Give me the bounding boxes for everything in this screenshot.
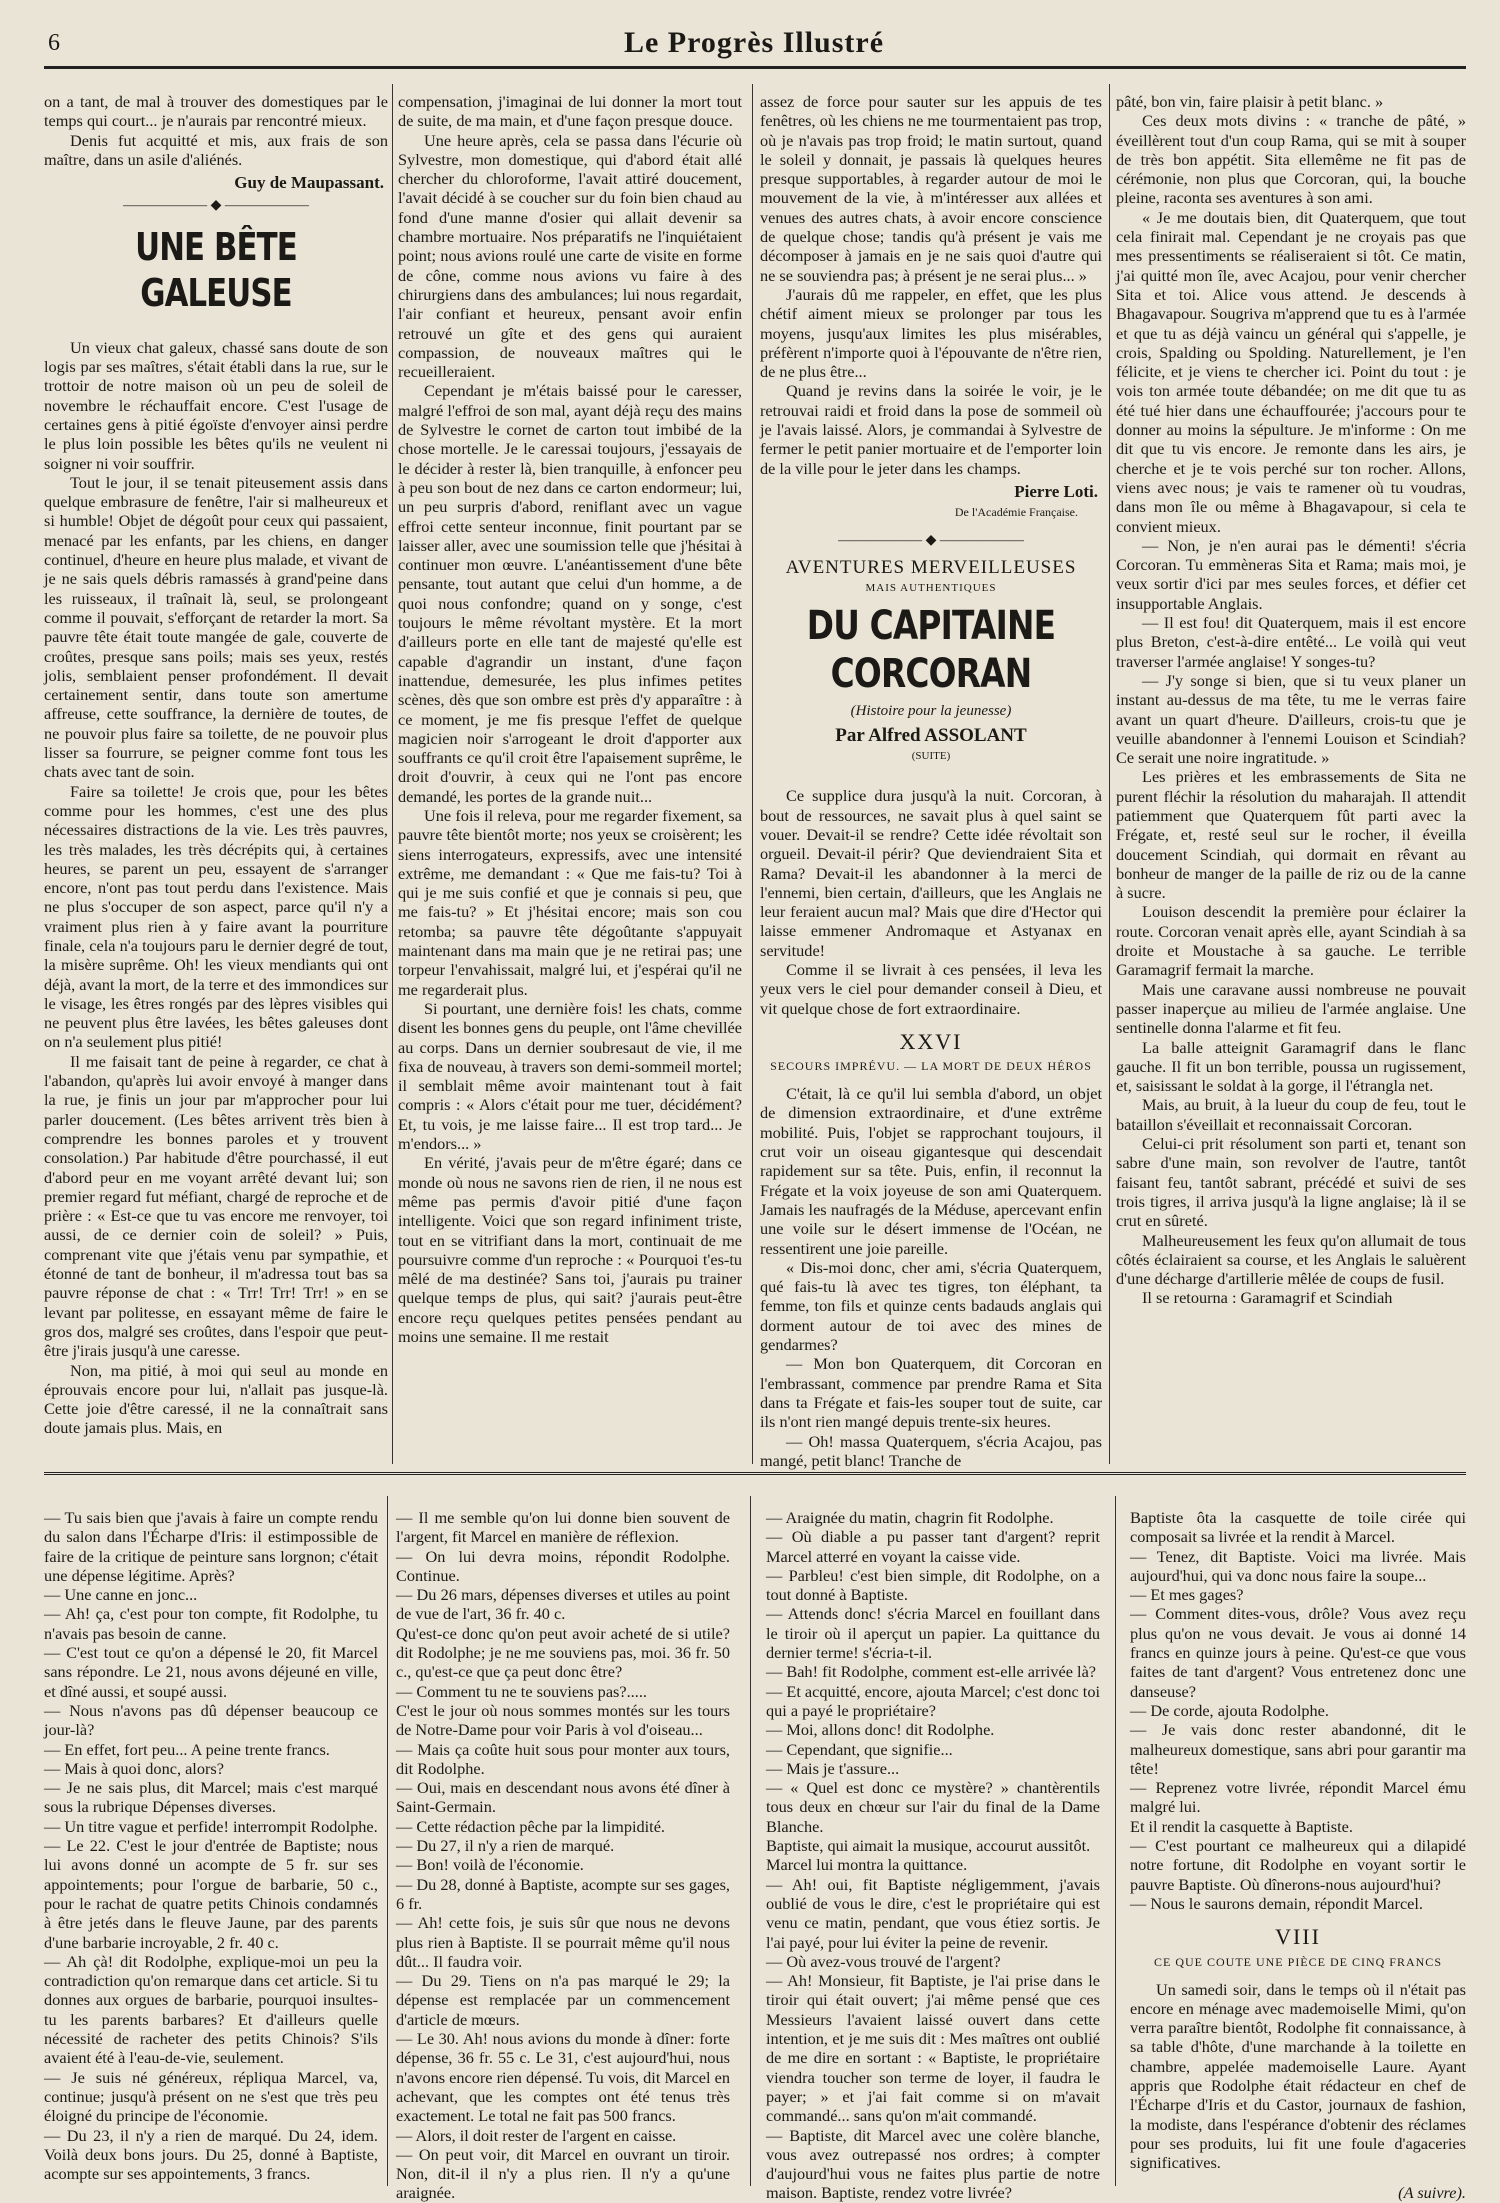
article-paragraph: Un vieux chat galeux, chassé sans doute de son logis par ses maîtres, s'était établi dans la rue, sur le trottoir de notre maison où un peu de soleil de novembre le réchauffait encore. C'est l'usage de certaines gens à pitié égoïste d'envoyer ainsi perdre le plus loin possible les bêtes qu'ils ne veulent ni soigner ni voir souffrir.	[44, 337, 388, 473]
header-rule	[44, 66, 1466, 69]
article-paragraph: Non, ma pitié, à moi qui seul au monde en éprouvais encore pour lui, n'allait pas jusque-là. Cette joie d'être caressé, il ne la connaîtrait sans doute jamais plus. Mais, en	[44, 1360, 388, 1438]
maupassant-signature: Guy de Maupassant.	[234, 173, 384, 193]
serial-paragraph: Il se retourna : Garamagrif et Scindiah	[1142, 1288, 1393, 1308]
serial-paragraph: Malheureusement les feux qu'on allumait de tous côtés éclairaient sa course, et les Anglais le saluèrent d'une décharge d'artillerie mêlée de coups de fusil.	[1116, 1230, 1466, 1289]
serial-paragraph: « Dis-moi donc, cher ami, s'écria Quaterquem, qué fais-tu là avec tes tigres, ton éléphant, ta femme, ton fils et quinze cents badauds anglais qui dorment autour de toi avec des mines de gendarmes?	[760, 1257, 1102, 1355]
column-3	[760, 92, 1102, 1470]
to-be-continued: (A suivre).	[1398, 2182, 1466, 2202]
feuilleton-chapter-number: VIII	[1275, 1924, 1321, 1950]
serial-paragraph: Ces deux mots divins : « tranche de pâté, » éveillèrent tout d'un coup Rama, qui se mit à souper de très bon appétit. Sita ellemême ne fit pas de cérémonie, non plus que Corcoran, qui, la bouche pleine, raconta ses aventures à son ami.	[1116, 111, 1466, 208]
serial-paragraph: pâté, bon vin, faire plaisir à petit blanc. »	[1116, 92, 1384, 111]
feuilleton-text: Baptiste ôta la casquette de toile cirée qui composait sa livrée et la rendit à Marcel. — Tenez, dit Baptiste. Voici ma livrée. Mais aujourd'hui, qui va donc nous faire la soupe... — Et mes gages? — Comment dites-vous, drôle? Vous avez reçu plus qu'on ne vous devait. Je vous ai donné 14 francs en quinze jours à peine. Qu'est-ce que vous faites de tant d'argent? Vous entretenez donc une danseuse? — De corde, ajouta Rodolphe. — Je vais donc rester abandonné, dit le malheureux domestique, sans abri pour garantir ma tête! — Reprenez votre livrée, répondit Marcel ému malgré lui. Et il rendit la casquette à Baptiste. — C'est pourtant ce malheureux qui a dilapidé notre fortune, dit Rodolphe en voyant sortir le pauvre Baptiste. Où dînerons-nous aujourd'hui? — Nous le saurons demain, répondit Marcel.	[1130, 1508, 1466, 1913]
serial-paragraph: — Non, je n'en aurai pas le démenti! s'écria Corcoran. Tu emmèneras Sita et Rama; mais moi, je veux sortir d'ici par mes seules forces, et défier cet insupportable Anglais.	[1116, 535, 1466, 613]
loti-signature: Pierre Loti.	[1014, 481, 1098, 501]
serial-paragraph: — Oh! massa Quaterquem, s'écria Acajou, pas mangé, petit blanc! Tranche de	[760, 1431, 1102, 1470]
chapter-title: SECOURS IMPRÉVU. — LA MORT DE DEUX HÉROS	[770, 1059, 1092, 1074]
serial-suite: (SUITE)	[911, 750, 951, 763]
feuilleton-text: — Araignée du matin, chagrin fit Rodolphe. — Où diable a pu passer tant d'argent? reprit Marcel atterré en voyant la caisse vide. — Parbleu! c'est bien simple, dit Rodolphe, on a tout donné à Baptiste. — Attends donc! s'écria Marcel en fouillant dans le tiroir où il aperçut un papier. La quittance du dernier terme! s'écria-t-il. — Bah! fit Rodolphe, comment est-elle arrivée là? — Et acquitté, encore, ajouta Marcel; c'est donc toi qui a payé le propriétaire? — Moi, allons donc! dit Rodolphe. — Cependant, que signifie... — Mais je t'assure... — « Quel est donc ce mystère? » chantèrentils tous deux en chœur sur l'air du final de la Dame Blanche. Baptiste, qui aimait la musique, accourut aussitôt. Marcel lui montra la quittance. — Ah! oui, fit Baptiste négligemment, j'avais oublié de vous le dire, c'est le propriétaire qui est venu ce matin, pendant, que vous étiez sortis. Je l'ai payé, pour lui éviter la peine de revenir. — Où avez-vous trouvé de l'argent? — Ah! Monsieur, fit Baptiste, je l'ai prise dans le tiroir qui était ouvert; j'ai même pensé que ces Messieurs l'avaient laissé ouvert dans cette intention, et je me suis dit : Mes maîtres ont oublié de me dire en sortant : « Baptiste, le propriétaire viendra toucher son terme de loyer, il faudra le payer; » et j'ai fait comme si on m'avait commandé... sans qu'on m'ait commandé. — Baptiste, dit Marcel avec une colère blanche, vous avez outrepassé nos ordres; à compter d'aujourd'hui vous ne faites plus partie de notre maison. Baptiste, rendez votre livrée?	[766, 1508, 1100, 2203]
article-paragraph: Une fois il releva, pour me regarder fixement, sa pauvre tête bientôt morte; nos yeux se croisèrent; les siens interrogateurs, expressifs, avec une intensité extrême, me demandant : « Que me fais-tu? Toi à qui je me suis confié et que je connais si peu, que me fais-tu? » Et j'hésitai encore; mais son cou retomba; sa pauvre tête dégoûtante s'appuyait maintenant dans ma main que je ne retirai pas; une torpeur l'envahissait, malgré lui, et j'espérai qu'il ne me regarderait plus.	[398, 805, 742, 999]
serial-title: DU CAPITAINE CORCORAN	[806, 603, 1056, 698]
chapter-number: XXVI	[899, 1028, 963, 1054]
serial-byline: Par Alfred ASSOLANT	[835, 724, 1027, 746]
serial-paragraph: Mais une caravane aussi nombreuse ne pouvait passer inaperçue au milieu de l'armée anglaise. Une sentinelle donna l'alarme et fit feu.	[1116, 979, 1466, 1038]
serial-kicker-sub: MAIS AUTHENTIQUES	[865, 582, 997, 595]
serial-subtitle: (Histoire pour la jeunesse)	[850, 703, 1012, 720]
column-divider	[387, 1496, 388, 2186]
article-paragraph: Si pourtant, une dernière fois! les chats, comme disent les bonnes gens du peuple, ont l'âme chevillée au corps. Dans un dernier soubresaut de vie, il me fixa de nouveau, à travers son demi-sommeil mortel; il semblait même avoir maintenant tout à fait compris : « Alors c'était pour me tuer, décidément? Et, tu vois, je me laisse faire... Il est trop tard... Je m'endors... »	[398, 998, 742, 1154]
feuilleton-text: — Tu sais bien que j'avais à faire un compte rendu du salon dans l'Écharpe d'Iris: il estimpossible de faire de la critique de peinture sans lorgnon; c'était une dépense légitime. Après? — Une canne en jonc... — Ah! ça, c'est pour ton compte, fit Rodolphe, tu n'avais pas besoin de canne. — C'est tout ce qu'on a dépensé le 20, fit Marcel sans répondre. Le 21, nous avons déjeuné en ville, et dîné aussi, et soupé aussi. — Nous n'avons pas dû dépenser beaucoup ce jour-là? — En effet, fort peu... A peine trente francs. — Mais à quoi donc, alors? — Je ne sais plus, dit Marcel; mais c'est marqué sous la rubrique Dépenses diverses. — Un titre vague et perfide! interrompit Rodolphe. — Le 22. C'est le jour d'entrée de Baptiste; nous lui avons donné un acompte de 5 fr. sur ses appointements; pour l'orgue de barbarie, 50 c., pour le rachat de quatre petits Chinois condamnés à être jetés dans le fleuve Jaune, par des parents d'une barbarie incroyable, 2 fr. 40 c. — Ah çà! dit Rodolphe, explique-moi un peu la contradiction qu'on remarque dans cet article. Si tu donnes aux orgues de barbarie, pourquoi insultes-tu les parents barbares? Et d'ailleurs quelle nécessité de racheter des petits Chinois? S'ils avaient été à l'eau-de-vie, seulement. — Je suis né généreux, répliqua Marcel, va, continue; jusqu'à présent on ne s'est que très peu éloigné du principe de l'économie. — Du 23, il n'y a rien de marqué. Du 24, idem. Voilà deux bons jours. Du 25, donné à Baptiste, acompte sur ses appointements, 3 francs.	[44, 1508, 378, 2184]
article-paragraph: Tout le jour, il se tenait piteusement assis dans quelque embrasure de fenêtre, l'air si malheureux et si humble! Objet de dégoût pour ceux qui passaient, menacé par les enfants, par les chiens, en danger continuel, d'heure en heure plus malade, et vivant de je ne sais quels débris ramassés à grand'peine dans les ruisseaux, il traînait là, seul, se prolongeant comme il pouvait, s'efforçant de retarder la mort. Sa pauvre tête était toute mangée de gale, couverte de croûtes, presque sans poils; mais ses yeux, restés jolis, semblaient penser profondément. Il devait certainement sentir, dans toute son amertume affreuse, cette souffrance, la dernière de toutes, de ne pouvoir plus faire sa toilette, de ne pouvoir plus lisser sa fourrure, se peigner comme font tous les chats avec tant de soin.	[44, 472, 388, 782]
column-2	[398, 92, 742, 1460]
serial-paragraph: La balle atteignit Garamagrif dans le flanc gauche. Il fit un bon terrible, poussa un rugissement, et, saisissant le soldat à la gorge, il l'étrangla net.	[1116, 1037, 1466, 1096]
serial-paragraph: Les prières et les embrassements de Sita ne purent fléchir la résolution du maharajah. Il attendit patiemment que Quaterquem fût parti avec la Frégate, et, resté seul sur le rocher, il éveilla doucement Scindiah, qui dormait en rêvant au bonheur de manger de la paille de riz ou de la canne à sucre.	[1116, 767, 1466, 903]
page-number: 6	[48, 30, 60, 56]
article-paragraph: Une heure après, cela se passa dans l'écurie où Sylvestre, mon domestique, qui d'abord était allé chercher du chloroforme, l'avait attiré doucement, l'avait décidé à se coucher sur du foin bien chaud au fond d'une manne d'osier qui allait devenir sa chambre mortuaire. Nos préparatifs ne l'inquiétaient point; nous avions roulé une carte de visite en forme de cône, comme nous avions vu faire à des chirurgiens dans des ambulances; lui nous regardait, l'air confiant et heureux, pensant avoir enfin retrouvé un gîte et des gens qui auraient compassion, de nouveaux maîtres qui le recueilleraient.	[398, 130, 742, 382]
column-divider	[752, 84, 753, 1464]
article-paragraph: Il me faisait tant de peine à regarder, ce chat à l'abandon, qu'après lui avoir envoyé à manger dans la rue, je finis un jour par m'approcher pour lui parler doucement. (Les bêtes arrivent très bien à comprendre les bonnes paroles et y trouvent consolation.) Par habitude d'être pourchassé, il eut d'abord peur en me voyant arrêté devant lui; son premier regard fut méfiant, chargé de reproche et de prière : « Est-ce que tu vas encore me renvoyer, toi aussi, de ce dernier coin de soleil? » Puis, comprenant vite que j'étais venu par sympathie, et étonné de tant de bonheur, il m'adressa tout bas sa pauvre réponse de chat : « Trr! Trr! Trr! » en se levant par politesse, en essayant même de faire le gros dos, malgré ses croûtes, dans l'espoir que peut-être j'irais jusqu'à une caresse.	[44, 1051, 388, 1361]
feuilleton-text: — Il me semble qu'on lui donne bien souvent de l'argent, fit Marcel en manière de réflexion. — On lui devra moins, répondit Rodolphe. Continue. — Du 26 mars, dépenses diverses et utiles au point de vue de l'art, 36 fr. 40 c. Qu'est-ce donc qu'on peut avoir acheté de si utile? dit Rodolphe; je ne me souviens pas, moi. 36 fr. 50 c., qu'est-ce que ça peut donc être? — Comment tu ne te souviens pas?..... C'est le jour où nous sommes montés sur les tours de Notre-Dame pour voir Paris à vol d'oiseau... — Mais ça coûte huit sous pour monter aux tours, dit Rodolphe. — Oui, mais en descendant nous avons été dîner à Saint-Germain. — Cette rédaction pêche par la limpidité. — Du 27, il n'y a rien de marqué. — Bon! voilà de l'économie. — Du 28, donné à Baptiste, acompte sur ses gages, 6 fr. — Ah! cette fois, je suis sûr que nous ne devons plus rien à Baptiste. Il se pourrait même qu'il nous dût... Il faudra voir. — Du 29. Tiens on n'a pas marqué le 29; la dépense est remplacée par un commencement d'article de mœurs. — Le 30. Ah! nous avions du monde à dîner: forte dépense, 36 fr. 55 c. Le 31, c'est aujourd'hui, nous n'avons encore rien dépensé. Tu vois, dit Marcel en achevant, que les comptes ont été tenus très exactement. Le total ne fait pas 500 francs. — Alors, il doit rester de l'argent en caisse. — On peut voir, dit Marcel en ouvrant un tiroir. Non, dit-il il n'y a plus rien. Il n'y a qu'une araignée.	[396, 1508, 730, 2203]
serial-paragraph: — Mon bon Quaterquem, dit Corcoran en l'embrassant, commence par prendre Rama et Sita dans ta Frégate et fais-les souper tout de suite, car ils n'ont rien mangé depuis trente-six heures.	[760, 1354, 1102, 1432]
column-4	[1116, 92, 1466, 1460]
feuilleton-text: Un samedi soir, dans le temps où il n'était pas encore en ménage avec mademoiselle Mimi, qu'on verra paraître bientôt, Rodolphe fit connaissance, à sa table d'hôte, d'une marchande à la toilette en chambre, appelée mademoiselle Laure. Ayant appris que Rodolphe était rédacteur en chef de l'Écharpe d'Iris et du Castor, journaux de fashion, la modiste, dans l'espérance d'obtenir des réclames pour ses produits, lui fit une foule d'agaceries significatives.	[1130, 1979, 1466, 2173]
column-divider	[750, 1496, 751, 2186]
serial-paragraph: C'était, là ce qu'il lui sembla d'abord, un objet de dimension extraordinaire, et d'une extrême mobilité. Puis, l'objet se rapprochant toujours, il crut voir un oiseau gigantesque qui descendait rapidement sur sa tête. Puis, enfin, il reconnut la Frégate et la voix joyeuse de son ami Quaterquem. Jamais les naufragés de la Méduse, apercevant enfin une voile sur le désert immense de l'Océan, ne ressentirent une joie pareille.	[760, 1084, 1102, 1258]
column-divider	[1115, 1496, 1116, 2186]
serial-paragraph: Celui-ci prit résolument son parti et, tenant son sabre d'une main, son revolver de l'autre, tantôt faisant feu, tantôt sabrant, précédé et suivi de ses trois tigres, il arriva jusqu'à la ligne anglaise; là il se crut en sûreté.	[1116, 1134, 1466, 1231]
newspaper-title: Le Progrès Illustré	[623, 26, 885, 59]
serial-paragraph: — Il est fou! dit Quaterquem, mais il est encore plus Breton, c'est-à-dire entêté... Le voilà qui veut traverser l'armée anglaise! Y songes-tu?	[1116, 613, 1466, 671]
maupassant-end-paragraph: Denis fut acquitté et mis, aux frais de son maître, dans un asile d'aliénés.	[44, 130, 388, 169]
loti-academy-note: De l'Académie Française.	[954, 505, 1078, 520]
serial-paragraph: Louison descendit la première pour éclairer la route. Corcoran venait après elle, ayant Scindiah à sa droite et Moustache à sa gauche. Le terrible Garamagrif fermait la marche.	[1116, 902, 1466, 980]
article-paragraph: J'aurais dû me rappeler, en effet, que les plus chétif aiment mieux se prolonger par tous les moyens, jusqu'aux limites les plus misérables, préfèrent n'importe quoi à l'épouvante de n'être rien, de ne plus être...	[760, 284, 1102, 382]
feuilleton-chapter-title: CE QUE COUTE UNE PIÈCE DE CINQ FRANCS	[1153, 1954, 1442, 1969]
ornament-divider: —————— ◆ ——————	[838, 532, 1024, 548]
article-title-bete-galeuse: UNE BÊTE GALEUSE	[135, 224, 297, 315]
serial-paragraph: Comme il se livrait à ces pensées, il leva les yeux vers le ciel pour demander conseil à Dieu, et vit quelque chose de fort extraordinaire.	[760, 959, 1102, 1018]
article-paragraph: compensation, j'imaginai de lui donner la mort tout de suite, de ma main, et d'une façon presque douce.	[398, 92, 742, 131]
maupassant-end-paragraph: on a tant, de mal à trouver des domestiques par le temps qui court... je n'aurais par rencontré mieux.	[44, 92, 388, 131]
serial-kicker: AVENTURES MERVEILLEUSES	[785, 556, 1077, 578]
article-paragraph: En vérité, j'avais peur de m'être égaré; dans ce monde où nous ne savons rien de rien, il ne nous est même pas permis d'avoir pitié d'une façon intelligente. Voici que son regard infiniment triste, tout en se vitrifiant dans la mort, continuait de me poursuivre comme d'un reproche : « Pourquoi t'es-tu mêlé de ma destinée? Sans toi, j'aurais pu trainer quelque temps de plus, qui sait? j'aurais peut-être encore reçu quelques petites pensées pendant au moins une semaine. Il me restait	[398, 1153, 742, 1346]
article-paragraph: assez de force pour sauter sur les appuis de tes fenêtres, où les chiens ne me tourmentaient pas trop, où je n'avais pas trop froid; le matin surtout, quand le soleil y donnait, je passais là quelques heures presque supportables, à regarder autour de moi le mouvement de la vie, à m'intéresser aux allées et venues des autres chats, à avoir encore conscience de quelque chose; tandis qu'à présent je vais me décomposer à jamais en je ne sais quoi d'autre qui ne se souviendra pas; à présent je ne serai plus... »	[760, 92, 1102, 285]
feuilleton-column-2	[396, 1508, 730, 2203]
article-paragraph: Faire sa toilette! Je crois que, pour les bêtes comme pour les hommes, c'est une des plus nécessaires distractions de la vie. Les très pauvres, les très malades, les très décrépits qui, à certaines heures, se parent un peu, essayent de s'arranger encore, n'ont pas tout perdu dans l'existence. Mais ne plus s'occuper de son aspect, parce qu'il n'y a vraiment plus rien à y faire avant la pourriture finale, cela n'a toujours paru le dernier degré de tout, la misère suprême. Oh! les vieux mendiants qui ont déjà, avant la mort, de la terre et des immondices sur le visage, les êtres rongés par des lèpres visibles qui ne peuvent plus être lavées, les bêtes galeuses dont on n'a seulement plus pitié!	[44, 781, 388, 1052]
column-divider	[1109, 84, 1110, 1464]
feuilleton-column-4	[1130, 1508, 1466, 2202]
article-paragraph: Quand je revins dans la soirée le voir, je le retrouvai raidi et froid dans la pose de sommeil où je l'avais laissé. Alors, je commandai à Sylvestre de fermer le petit panier mortuaire et de l'emporter loin de la ville pour le jeter dans les champs.	[760, 381, 1102, 478]
column-divider	[392, 84, 393, 1464]
serial-paragraph: Mais, au bruit, à la lueur du coup de feu, tout le bataillon s'éveillait et reconnaissait Corcoran.	[1116, 1095, 1466, 1134]
feuilleton-column-1	[44, 1508, 378, 2188]
feuilleton-rule	[44, 1472, 1466, 1475]
ornament-divider: —————— ◆ ——————	[123, 198, 309, 214]
article-paragraph: Cependant je m'étais baissé pour le caresser, malgré l'effroi de son mal, ayant déjà reçu des mains de Sylvestre le cornet de carton tout imbibé de la chose mortelle. Je le caressai toujours, j'essayais de le décider à rester là, bien tranquille, à enfoncer peu à peu son bout de nez dans ce carton endormeur; lui, un peu surpris d'abord, reniflant avec un vague effroi cette senteur inconnue, finit pourtant par se laisser aller, avec une soumission telle que j'hésitai à continuer mon œuvre. L'anéantissement d'une bête pensante, tout autant que celui d'un homme, a de quoi nous confondre; quand on y songe, c'est toujours le même révoltant mystère. Et la mort d'ailleurs porte en elle tant de majesté qu'elle est capable d'agrandir un instant, d'une façon inattendue, demesurée, les plus infimes petites scènes, dès que son ombre est près d'y apparaître : à ce moment, je me fis presque l'effet de quelque magicien noir s'arrogeant le droit d'apporter aux souffrants ce qu'il croit être l'apaisement suprême, le droit d'ouvrir, à ceux qui ne l'ont pas encore demandé, les portes de la grande nuit...	[398, 381, 742, 806]
serial-paragraph: « Je me doutais bien, dit Quaterquem, que tout cela finirait mal. Cependant je ne croyais pas que mes pressentiments se réaliseraient si tôt. Ce matin, j'ai quitté mon île, avec Acajou, pour venir chercher Sita et toi. Alice vous attend. Je descends à Bhagavapour. Sougriva m'apprend que tu es à l'armée et que tu as déjà vaincu un général qui s'appelle, je crois, Spalding ou Spolding. Naturellement, je l'en félicite, et je viens te chercher ici. Point du tout : je vois ton armée toute débandée; on me dit que tu as été tué hier dans une échauffourée; j'accours pour te donner au moins la sépulture. Je m'informe : On me dit que tu vis encore. Je remonte dans les airs, je cherche et je te vois perché sur ton rocher. Allons, viens avec nous; je vais te ramener où tu voudras, dans mon île ou même à Bhagavapour, si cela te convient mieux.	[1116, 207, 1466, 536]
page-header	[44, 22, 1464, 62]
column-1	[44, 92, 388, 1460]
feuilleton-column-3	[766, 1508, 1100, 2203]
serial-paragraph: Ce supplice dura jusqu'à la nuit. Corcoran, à bout de ressources, ne savait plus à quel saint se vouer. Devait-il se rendre? Cette idée révoltait son orgueil. Devait-il périr? Que deviendraient Sita et Rama? Devait-il les abandonner à la merci de l'ennemi, bien certain, d'ailleurs, que les Anglais ne leur feraient aucun mal? Mais que dire d'Hector qui laisse emmener Andromaque et Astyanax en servitude!	[760, 786, 1102, 960]
serial-paragraph: — J'y songe si bien, que si tu veux planer un instant au-dessus de ma tête, tu me le verras faire avant un quart d'heure. D'ailleurs, crois-tu que je veuille abandonner à l'ennemi Louison et Scindiah? Ce serait une noire ingratitude. »	[1116, 670, 1466, 768]
